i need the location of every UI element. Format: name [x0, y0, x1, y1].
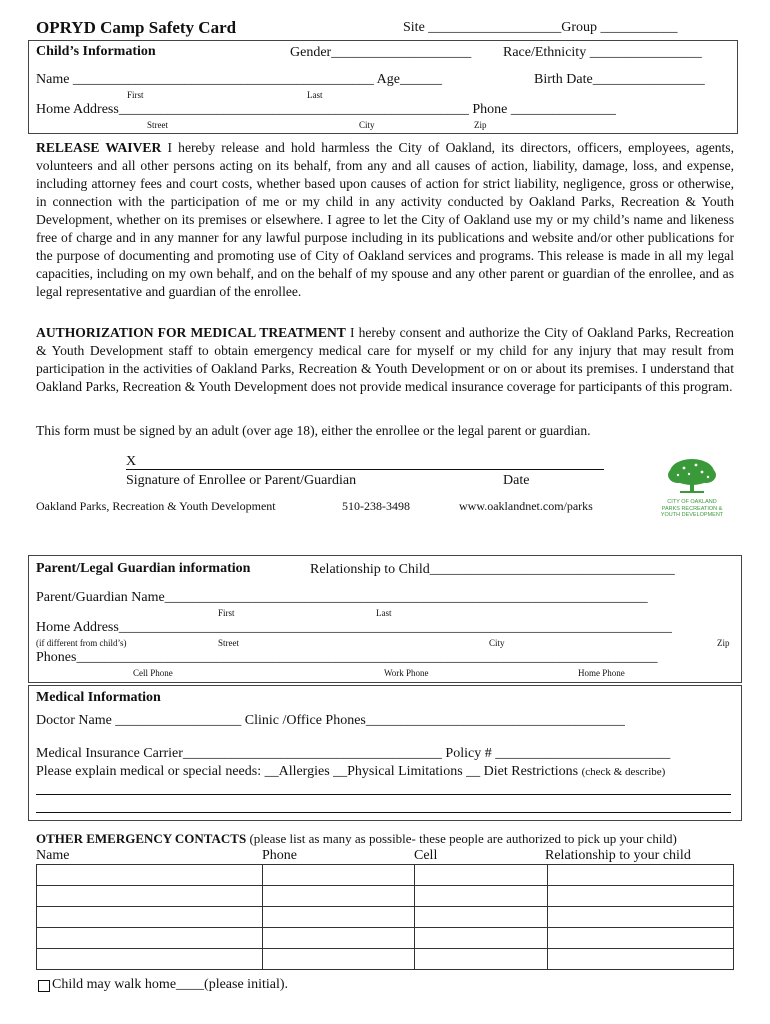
- table-row: [37, 865, 734, 886]
- child-last-sublabel: Last: [307, 90, 323, 100]
- contact-cell-cell[interactable]: [415, 928, 548, 949]
- work-phone-sublabel: Work Phone: [384, 668, 429, 678]
- contact-phone-cell[interactable]: [263, 865, 415, 886]
- contact-relationship-cell[interactable]: [548, 949, 734, 970]
- child-city-sublabel: City: [359, 120, 375, 130]
- race-ethnicity-field[interactable]: Race/Ethnicity ________________: [503, 45, 702, 60]
- special-needs-prompt: [36, 764, 665, 780]
- medical-authorization-heading: AUTHORIZATION FOR MEDICAL TREATMENT: [36, 325, 346, 340]
- birth-date-field[interactable]: Birth Date________________: [534, 72, 705, 87]
- medical-heading: Medical Information: [36, 690, 161, 705]
- child-first-sublabel: First: [127, 90, 144, 100]
- home-phone-sublabel: Home Phone: [578, 668, 625, 678]
- release-waiver-heading: RELEASE WAIVER: [36, 140, 162, 155]
- guardian-heading: Parent/Legal Guardian information: [36, 561, 251, 576]
- guardian-address-field[interactable]: Home Address_______________________________________________________________________________: [36, 620, 672, 635]
- contact-name-cell[interactable]: [37, 949, 263, 970]
- table-row: [37, 949, 734, 970]
- medical-authorization-body: I hereby consent and authorize the City of Oakland Parks, Recreation & Youth Development staff to obtain emergency medical care for myself or my child for any injury that may result from participation in the activities of Oakland Parks, Recreation & Youth Development or on or about its premises. I understand that Oakland Parks, Recreation & Youth Development does not provide medical insurance coverage for participants of this program.: [36, 325, 734, 394]
- doctor-clinic-field[interactable]: Doctor Name __________________ Clinic /Office Phones_____________________________________: [36, 713, 625, 728]
- guardian-diff-sublabel: (if different from child’s): [36, 638, 127, 648]
- contacts-title: [36, 831, 677, 847]
- insurance-policy-field[interactable]: Medical Insurance Carrier_____________________________________ Policy # _________________________: [36, 746, 671, 761]
- child-info-heading: Child’s Information: [36, 44, 156, 59]
- signature-label: Signature of Enrollee or Parent/Guardian: [126, 473, 357, 488]
- footer-phone: 510-238-3498: [342, 499, 410, 513]
- contact-relationship-cell[interactable]: [548, 907, 734, 928]
- guardian-city-sublabel: City: [489, 638, 505, 648]
- contact-cell-cell[interactable]: [415, 886, 548, 907]
- needs-line-2[interactable]: [36, 812, 731, 813]
- contact-cell-cell[interactable]: [415, 865, 548, 886]
- child-address-phone-field[interactable]: Home Address__________________________________________________ Phone _______________: [36, 102, 616, 117]
- guardian-phones-field[interactable]: Phones___________________________________________________________________________________: [36, 650, 658, 665]
- guardian-street-sublabel: Street: [218, 638, 239, 648]
- contact-phone-cell[interactable]: [263, 907, 415, 928]
- signature-line[interactable]: [126, 469, 604, 470]
- city-of-oakland-logo: [660, 458, 724, 518]
- contact-relationship-cell[interactable]: [548, 928, 734, 949]
- special-needs-text[interactable]: Please explain medical or special needs: __Allergies __Physical Limitations __ Diet Restrictions: [36, 764, 579, 779]
- guardian-first-sublabel: First: [218, 608, 235, 618]
- emergency-contacts-table: [36, 864, 734, 970]
- release-waiver-body: I hereby release and hold harmless the City of Oakland, its directors, officers, employees, agents, volunteers and all other persons acting on its behalf, from any and all causes of action, liability, damage, loss, and expense, including attorney fees and court costs, whether based upon causes of action for strict liability, negligence, gross or otherwise, in connection with the participation of me or my child in any activity conducted by Oakland Parks, Recreation & Youth Development, whether on its premises or elsewhere. I agree to let the City of Oakland use my or my child’s name and likeness free of charge and in any manner for any lawful purpose including in its publications and website and/or other publications for the purpose of documenting and promoting use of City of Oakland services and programs. This release is made in all my legal capacities, including on my own behalf, and on the behalf of my spouse and any other parent or guardian of the enrollee, and as legal representative and guardian of the enrollee.: [36, 140, 734, 299]
- child-name-age-field[interactable]: Name ___________________________________________ Age______: [36, 72, 442, 87]
- relationship-field[interactable]: Relationship to Child___________________________________: [310, 562, 675, 577]
- page-title: OPRYD Camp Safety Card: [36, 18, 237, 37]
- contact-phone-cell[interactable]: [263, 949, 415, 970]
- contact-cell-cell[interactable]: [415, 907, 548, 928]
- logo-text-line3: YOUTH DEVELOPMENT: [660, 512, 724, 518]
- walk-home-checkbox[interactable]: [38, 980, 50, 992]
- col-relationship-header: Relationship to your child: [545, 848, 691, 863]
- table-row: [37, 886, 734, 907]
- logo-text-line2: PARKS RECREATION &: [661, 505, 723, 512]
- guardian-zip-sublabel: Zip: [717, 638, 730, 648]
- contact-name-cell[interactable]: [37, 907, 263, 928]
- child-zip-sublabel: Zip: [474, 120, 487, 130]
- release-waiver: [36, 139, 734, 301]
- cell-phone-sublabel: Cell Phone: [133, 668, 173, 678]
- gender-field[interactable]: Gender____________________: [290, 45, 472, 60]
- oak-tree-icon: [660, 458, 724, 494]
- guardian-name-field[interactable]: Parent/Guardian Name_____________________________________________________________________: [36, 590, 648, 605]
- contact-relationship-cell[interactable]: [548, 886, 734, 907]
- contact-name-cell[interactable]: [37, 928, 263, 949]
- footer-website: www.oaklandnet.com/parks: [459, 499, 593, 513]
- table-row: [37, 907, 734, 928]
- contact-phone-cell[interactable]: [263, 886, 415, 907]
- col-phone-header: Phone: [262, 848, 297, 863]
- needs-line-1[interactable]: [36, 794, 731, 795]
- col-cell-header: Cell: [414, 848, 438, 863]
- medical-authorization: [36, 324, 734, 396]
- logo-text-line1: CITY OF OAKLAND: [667, 499, 717, 505]
- date-label: Date: [503, 473, 530, 488]
- signature-x: X: [126, 454, 137, 469]
- footer-org: Oakland Parks, Recreation & Youth Development: [36, 499, 276, 513]
- guardian-last-sublabel: Last: [376, 608, 392, 618]
- sign-note: This form must be signed by an adult (over age 18), either the enrollee or the legal parent or guardian.: [36, 423, 591, 438]
- table-row: [37, 928, 734, 949]
- child-street-sublabel: Street: [147, 120, 168, 130]
- col-name-header: Name: [36, 848, 70, 863]
- contacts-note: (please list as many as possible- these people are authorized to pick up your child): [249, 831, 677, 846]
- contacts-heading: OTHER EMERGENCY CONTACTS: [36, 831, 247, 846]
- check-describe-note: (check & describe): [581, 766, 666, 778]
- contact-cell-cell[interactable]: [415, 949, 548, 970]
- contact-relationship-cell[interactable]: [548, 865, 734, 886]
- contact-name-cell[interactable]: [37, 886, 263, 907]
- contact-name-cell[interactable]: [37, 865, 263, 886]
- site-group-field[interactable]: Site ___________________Group ___________: [403, 20, 678, 35]
- walk-home-label: Child may walk home____(please initial).: [52, 977, 289, 992]
- contact-phone-cell[interactable]: [263, 928, 415, 949]
